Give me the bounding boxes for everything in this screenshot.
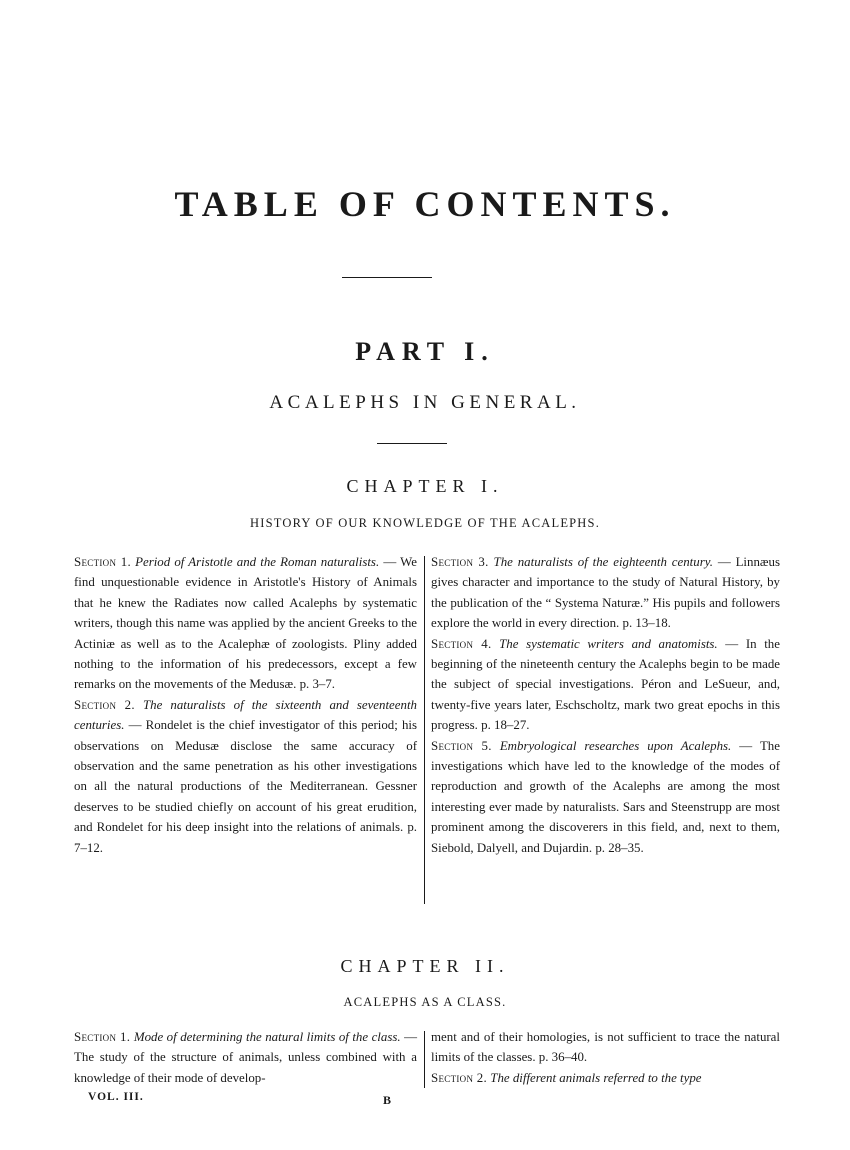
section-pages: p. 18–27. (481, 718, 530, 733)
section-pages: p. 36–40. (538, 1050, 588, 1065)
em-dash: — (717, 555, 731, 569)
footer-volume: VOL. III. (88, 1091, 144, 1103)
section-pages: p. 3–7. (299, 677, 336, 692)
section-title: The naturalists of the eighteenth century. (493, 555, 713, 569)
section-pages: p. 7–12. (74, 820, 417, 855)
section-label: Section 1. (74, 555, 131, 569)
chapter-1-subheading: HISTORY OF OUR KNOWLEDGE OF THE ACALEPHS. (249, 516, 601, 530)
chapter-2-subheading: ACALEPHS AS A CLASS. (343, 995, 507, 1009)
chapter-2-heading: CHAPTER II. (340, 956, 510, 976)
footer-signature: B (383, 1093, 392, 1107)
toc-entry-section-2 (431, 1068, 780, 1088)
column-divider (424, 556, 425, 904)
section-label: Section 5. (431, 738, 492, 753)
section-text: The study of the structure of animals, unless combined with a knowledge of their mode of develop- (74, 1050, 417, 1085)
part-rule (377, 443, 447, 444)
section-text: Rondelet is the chief investigator of this period; his observations on Medusæ disclose the same accuracy of observation and the same penetration as his other investigations on all the natural productions of the Mediterranean. Gessner deserves to be studied chiefly on account of his great erudition, and Rondelet for his deep insight into the relations of animals. (74, 718, 417, 835)
section-text: The investigations which have led to the knowledge of the modes of reproduction and growth of the Acalephs are among the most interesting ever made by naturalists. Sars and Steenstrupp are most prominent among the discoverers in this field, and, next to them, Siebold, Dalyell, and Dujardin. (431, 738, 780, 855)
em-dash: — (725, 636, 739, 651)
section-title: The different animals referred to the type (490, 1070, 702, 1085)
chapter-1-left-column (74, 552, 417, 858)
section-label: Section 2. (74, 697, 135, 712)
section-title: Mode of determining the natural limits of the class. (133, 1030, 401, 1044)
section-pages: p. 13–18. (622, 616, 671, 631)
section-text: Linnæus gives character and importance to the study of Natural History, by the publication of the “ Systema Naturæ.” His pupils and followers explore the world in every direction. (431, 555, 780, 631)
chapter-1-heading: CHAPTER I. (346, 476, 504, 496)
section-label: Section 1. (74, 1030, 131, 1044)
em-dash: — (404, 1030, 417, 1044)
section-title: Period of Aristotle and the Roman naturalists. (135, 555, 380, 569)
section-label: Section 3. (431, 555, 489, 569)
em-dash: — (739, 738, 753, 753)
toc-entry-section-4 (431, 634, 780, 736)
part-heading: PART I. (355, 337, 495, 366)
toc-entry-section-3 (431, 552, 780, 634)
section-title: The systematic writers and anatomists. (499, 636, 718, 651)
toc-entry-section-1 (74, 1027, 417, 1088)
section-title: Embryological researches upon Acalephs. (499, 738, 732, 753)
chapter-1-right-column (431, 552, 780, 858)
section-text: In the beginning of the nineteenth century the Acalephs begin to be made the subject of special investigations. Péron and LeSueur, and, twenty-five years later, Eschscholtz, mark two great epochs in this progress. (431, 636, 780, 733)
section-title: The naturalists of the sixteenth and seventeenth centuries. (74, 697, 417, 733)
toc-entry-section-5 (431, 736, 780, 858)
toc-entry-section-1 (74, 552, 417, 695)
toc-entry-section-2 (74, 695, 417, 858)
part-subheading: ACALEPHS IN GENERAL. (269, 392, 581, 413)
em-dash: — (383, 555, 397, 569)
section-label: Section 4. (431, 636, 492, 651)
section-label: Section 2. (431, 1070, 488, 1085)
toc-entry-continuation (431, 1027, 780, 1068)
column-divider (424, 1031, 425, 1088)
title-rule (342, 277, 432, 278)
section-text: We find unquestionable evidence in Aristotle's History of Animals that he knew the Radiates now called Acalephs by systematic writers, though this name was applied by the ancient Greeks to the Actiniæ as well as to the Acalephæ of zoologists. Pliny added nothing to the information of his predecessors, except a few remarks on the movements of the Medusæ. (74, 555, 417, 692)
em-dash: — (128, 718, 142, 733)
chapter-2-right-column (431, 1027, 780, 1088)
chapter-2-left-column (74, 1027, 417, 1088)
section-text: ment and of their homologies, is not sufficient to trace the natural limits of the classes. (431, 1030, 780, 1065)
page-title: TABLE OF CONTENTS. (174, 184, 676, 224)
section-pages: p. 28–35. (595, 840, 644, 855)
